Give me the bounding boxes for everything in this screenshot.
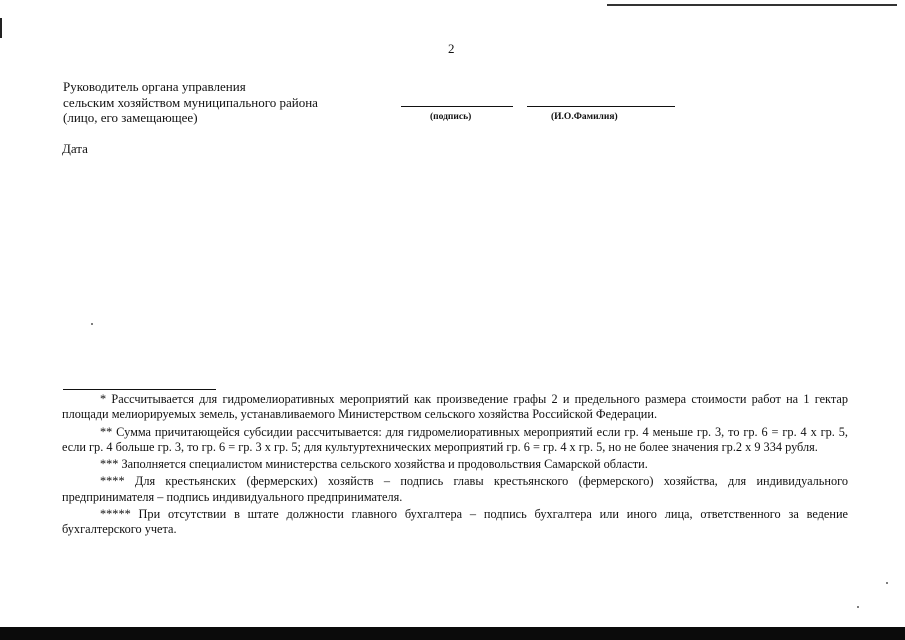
signature-caption: (подпись) bbox=[430, 112, 472, 122]
scan-bottom-border bbox=[0, 627, 905, 640]
scan-speck bbox=[857, 606, 859, 608]
date-label: Дата bbox=[62, 141, 88, 156]
footnote-2: ** Сумма причитающейся субсидии рассчитывается: для гидромелиоративных мероприятий если гр. 4 меньше гр. 3, то гр. 6 = гр. 4 х гр. 5, если гр. 4 больше гр. 3, то гр. 6 = гр. 3 х гр. 5; для культуртехнических мероприятий гр. 6 = гр. 4 х гр. 5, но не более значения гр.2 х 9 334 рубля. bbox=[62, 424, 848, 454]
scan-edge-mark-top bbox=[607, 4, 897, 6]
signature-line bbox=[401, 106, 513, 107]
signatory-title-line-3: (лицо, его замещающее) bbox=[63, 110, 198, 125]
footnote-separator bbox=[63, 389, 216, 390]
page-number: 2 bbox=[448, 41, 455, 56]
footnote-5: ***** При отсутствии в штате должности главного бухгалтера – подпись бухгалтера или иного лица, ответственного за ведение бухгалтерского учета. bbox=[62, 507, 848, 537]
name-line bbox=[527, 106, 675, 107]
footnote-3: *** Заполняется специалистом министерства сельского хозяйства и продовольствия Самарской области. bbox=[100, 457, 648, 472]
scan-speck bbox=[91, 323, 93, 325]
name-caption: (И.О.Фамилия) bbox=[551, 112, 618, 122]
signatory-title-line-2: сельским хозяйством муниципального района bbox=[63, 94, 318, 110]
footnote-4: **** Для крестьянских (фермерских) хозяйств – подпись главы крестьянского (фермерского) хозяйства, для индивидуального предпринимателя – подпись индивидуального предпринимателя. bbox=[62, 474, 848, 504]
footnote-1: * Рассчитывается для гидромелиоративных мероприятий как произведение графы 2 и предельного размера стоимости работ на 1 гектар площади мелиорируемых земель, устанавливаемого Министерством сельского хозяйства Российской Федерации. bbox=[62, 392, 848, 422]
scan-speck bbox=[886, 582, 888, 584]
footnotes bbox=[62, 392, 848, 540]
signatory-title-line-1: Руководитель органа управления bbox=[63, 79, 246, 94]
signatory-title bbox=[63, 79, 318, 126]
scan-edge-mark-left bbox=[0, 18, 2, 38]
